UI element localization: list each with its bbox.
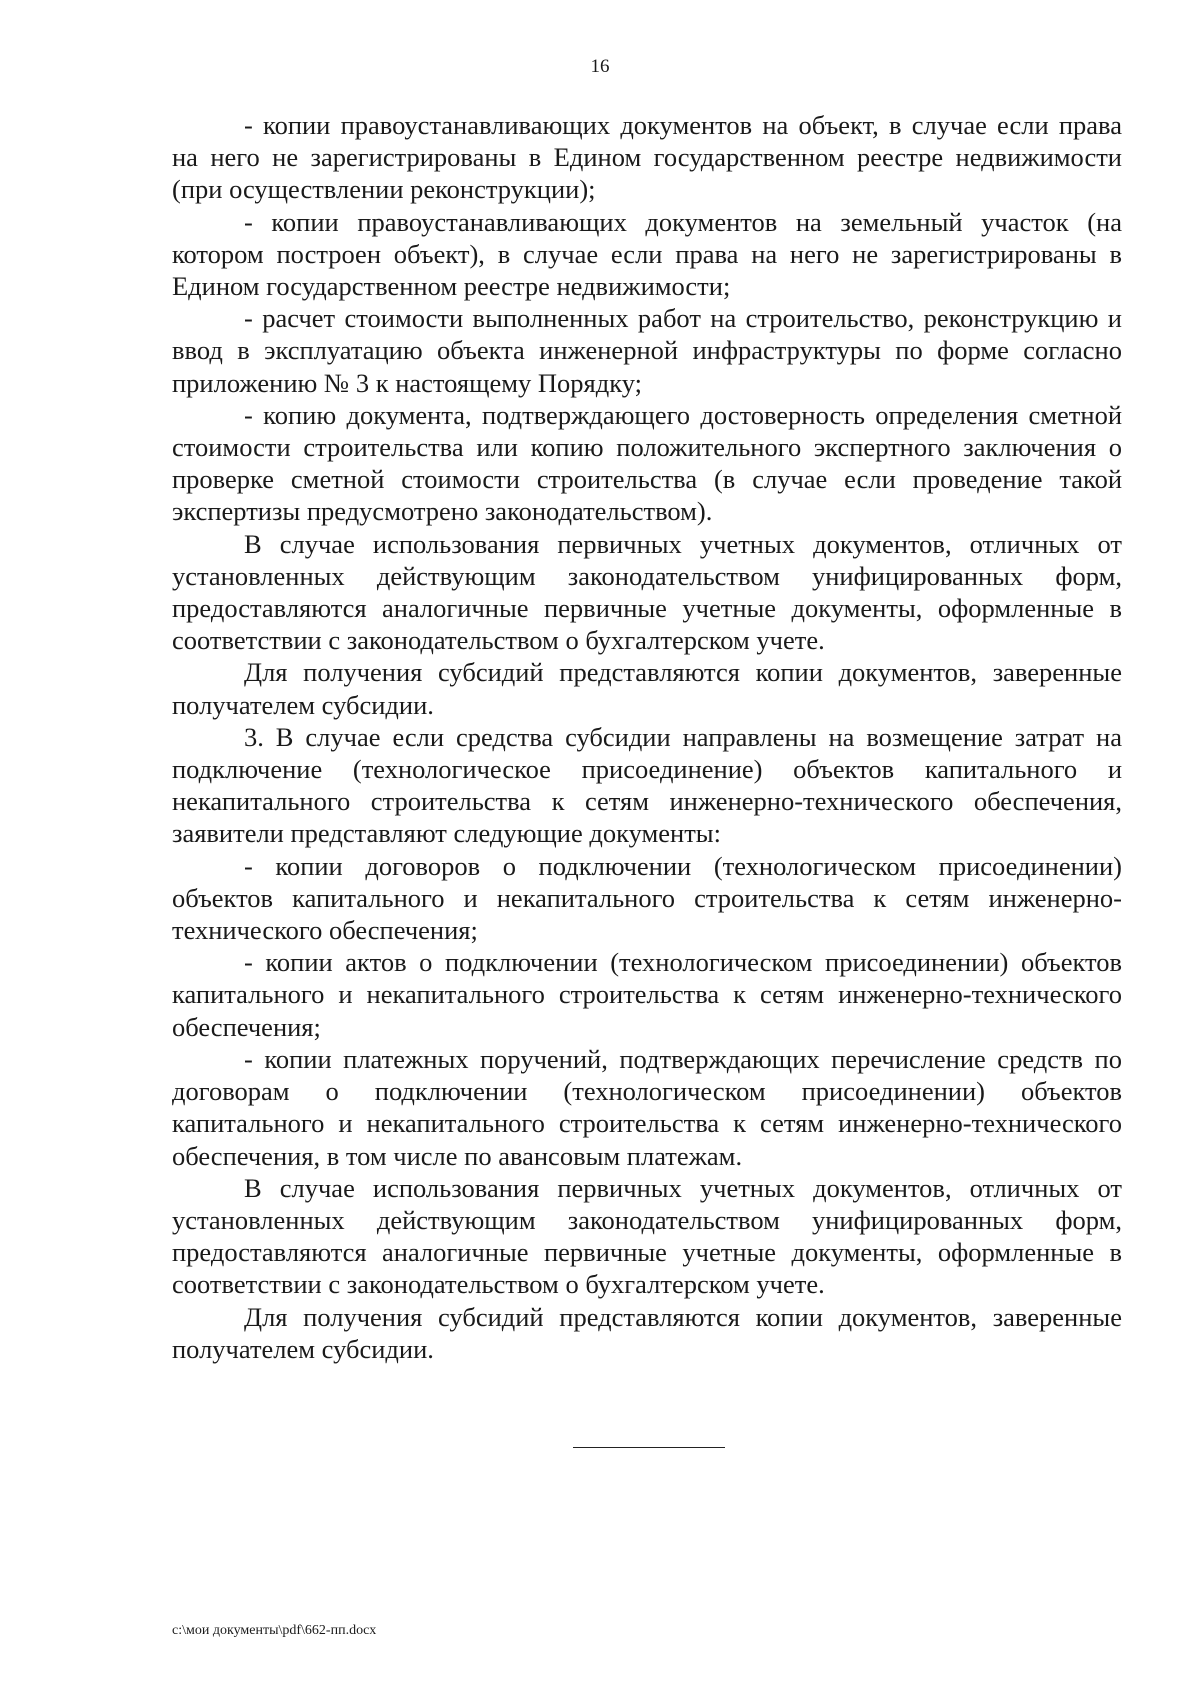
- paragraph-cost-calculation: - расчет стоимости выполненных работ на строительство, реконструкцию и ввод в эксплуатацию объекта инженерной инфраструктуры по форме согласно приложению № 3 к настоящему Порядку;: [172, 303, 1122, 398]
- paragraph-primary-documents-2: В случае использования первичных учетных документов, отличных от установленных действующим законодательством унифицированных форм, предоставляются аналогичные первичные учетные документы, оформленные в соответствии с законодательством о бухгалтерском учете.: [172, 1172, 1122, 1300]
- footer-file-path: c:\мои документы\pdf\662-пп.docx: [172, 1623, 377, 1638]
- paragraph-connection-acts: - копии актов о подключении (технологическом присоединении) объектов капитального и некапитального строительства к сетям инженерно-технического обеспечения;: [172, 947, 1122, 1042]
- paragraph-payment-orders: - копии платежных поручений, подтверждающих перечисление средств по договорам о подключении (технологическом присоединении) объектов капитального и некапитального строительства к сетям инженерно-технического обеспечения, в том числе по авансовым платежам.: [172, 1043, 1122, 1171]
- paragraph-primary-documents: В случае использования первичных учетных документов, отличных от установленных действующим законодательством унифицированных форм, предоставляются аналогичные первичные учетные документы, оформленные в соответствии с законодательством о бухгалтерском учете.: [172, 528, 1122, 656]
- paragraph-connection-contracts: - копии договоров о подключении (технологическом присоединении) объектов капитального и некапитального строительства к сетям инженерно-технического обеспечения;: [172, 850, 1122, 946]
- paragraph-item-3: 3. В случае если средства субсидии направлены на возмещение затрат на подключение (технологическое присоединение) объектов капитального и некапитального строительства к сетям инженерно-технического обеспечения, заявители представляют следующие документы:: [172, 721, 1122, 849]
- document-body: [172, 109, 1122, 1365]
- paragraph-title-docs-object: - копии правоустанавливающих документов на объект, в случае если права на него не зарегистрированы в Едином государственном реестре недвижимости (при осуществлении реконструкции);: [172, 110, 1122, 205]
- paragraph-certified-copies-2: Для получения субсидий представляются копии документов, заверенные получателем субсидии.: [172, 1301, 1122, 1364]
- paragraph-estimate-document: - копию документа, подтверждающего достоверность определения сметной стоимости строительства или копию положительного экспертного заключения о проверке сметной стоимости строительства (в случае если проведение такой экспертизы предусмотрено законодательством).: [172, 399, 1122, 527]
- end-divider-line: [573, 1447, 725, 1448]
- paragraph-title-docs-land: - копии правоустанавливающих документов на земельный участок (на котором построен объект), в случае если права на него не зарегистрированы в Едином государственном реестре недвижимости;: [172, 206, 1122, 302]
- page-number: 16: [590, 56, 610, 77]
- paragraph-certified-copies: Для получения субсидий представляются копии документов, заверенные получателем субсидии.: [172, 657, 1122, 720]
